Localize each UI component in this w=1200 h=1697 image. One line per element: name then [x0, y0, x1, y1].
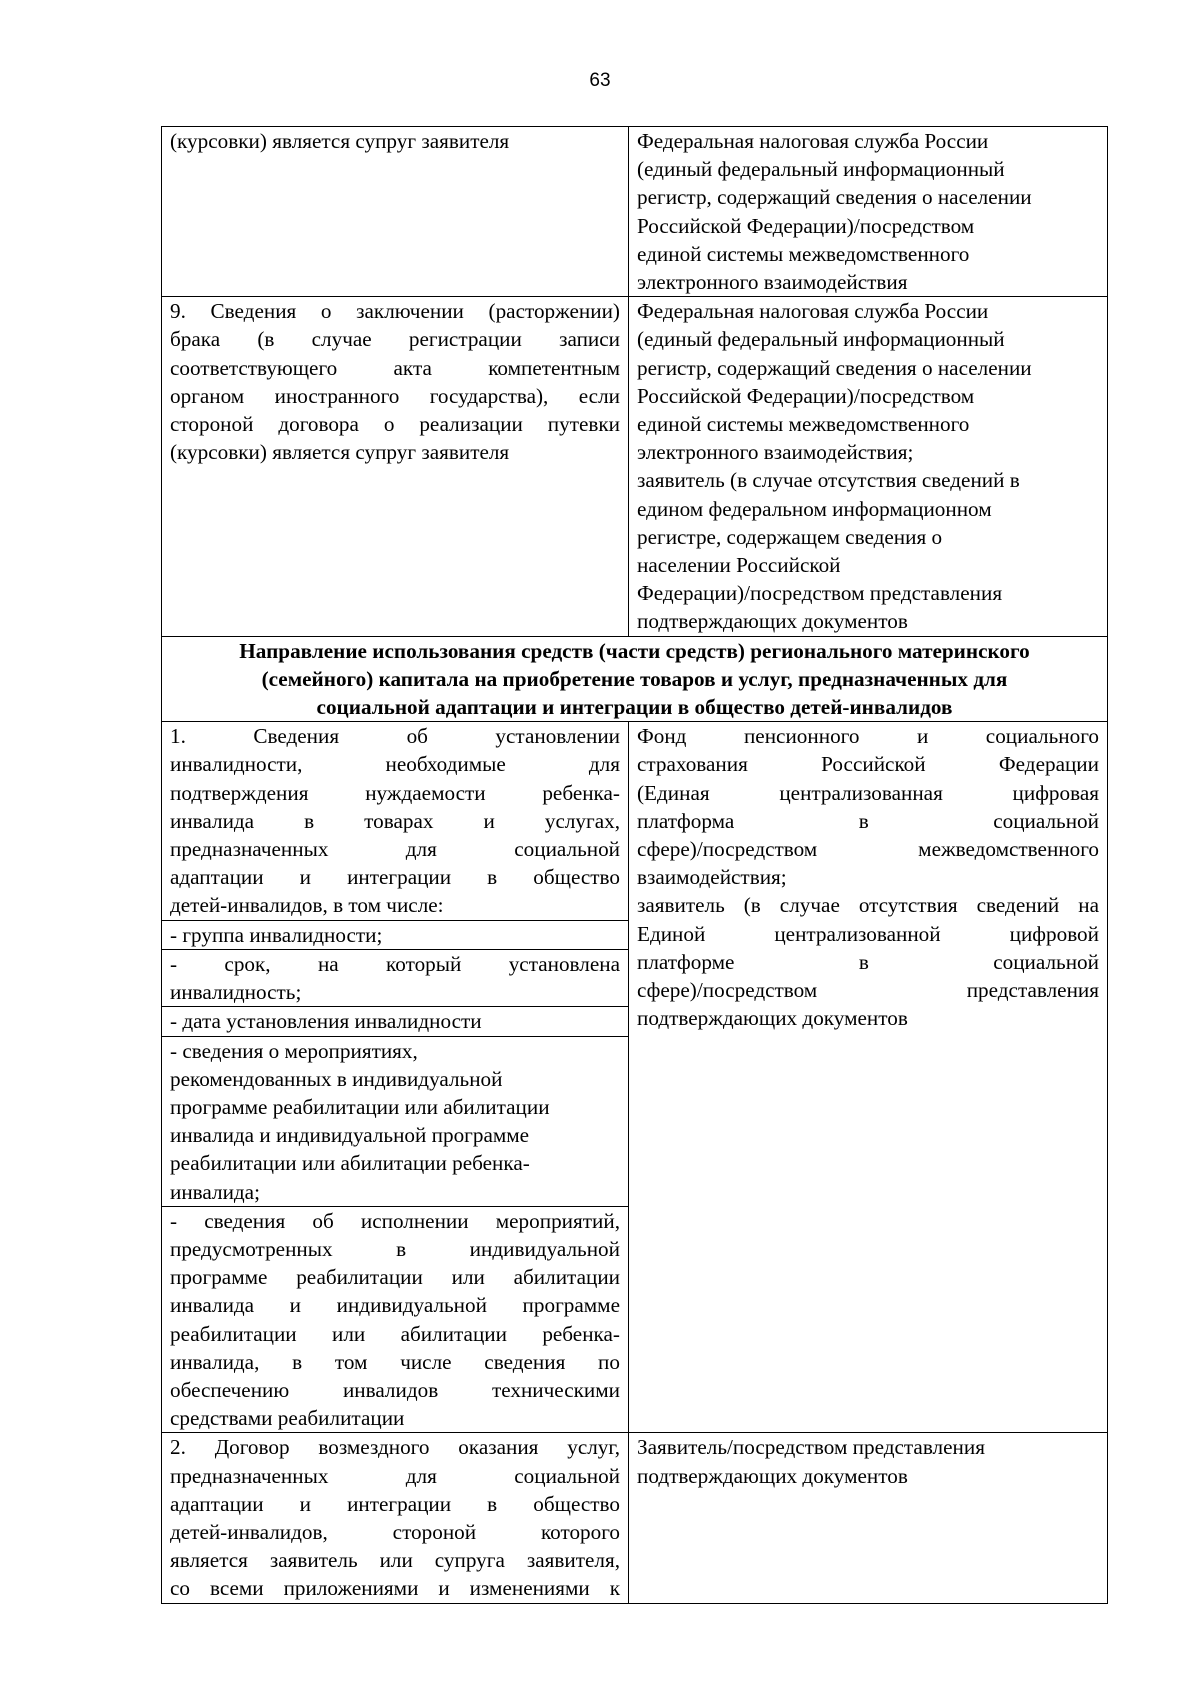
cell-left	[162, 920, 629, 949]
cell-left	[162, 1433, 629, 1603]
text-line: Российской Федерации)/посредством	[637, 383, 975, 408]
text-line: единой системы межведомственного	[637, 241, 970, 266]
text-line: инвалида;	[170, 1179, 260, 1204]
text-line: со всеми приложениями и изменениями к	[170, 1576, 620, 1601]
text-line: сфере)/посредством межведомственного	[637, 837, 1099, 862]
text-line: предусмотренных в индивидуальной	[170, 1236, 620, 1261]
text-line: (курсовки) является супруг заявителя	[170, 129, 510, 153]
heading-line: (семейного) капитала на приобретение товаров и услуг, предназначенных для	[261, 666, 1008, 691]
text-line: 2. Договор возмездного оказания услуг,	[170, 1435, 620, 1460]
text-line: подтверждающих документов	[637, 1006, 908, 1031]
section-heading-row	[162, 636, 1108, 722]
text-line: электронного взаимодействия;	[637, 440, 914, 465]
cell-left	[162, 1036, 629, 1206]
text-line: обеспечению инвалидов техническими	[170, 1377, 620, 1402]
text-line: адаптации и интеграции в общество	[170, 1491, 620, 1516]
cell-right	[629, 722, 1108, 1433]
documents-table	[161, 126, 1108, 1604]
text-line: 1. Сведения об установлении	[170, 724, 620, 749]
text-line: подтверждения нуждаемости ребенка-	[170, 780, 620, 805]
text-line: Российской Федерации)/посредством	[637, 213, 975, 238]
text-line: населении Российской	[637, 553, 841, 578]
text-line: инвалида, в том числе сведения по	[170, 1349, 620, 1374]
text-line: брака (в случае регистрации записи	[170, 327, 620, 352]
text-line: (курсовки) является супруг заявителя	[170, 440, 510, 465]
text-line: является заявитель или супруга заявителя,	[170, 1548, 620, 1573]
text-line: программе реабилитации или абилитации	[170, 1094, 550, 1119]
cell-right	[629, 297, 1108, 636]
text-line: адаптации и интеграции в общество	[170, 865, 620, 890]
text-line: платформе в социальной	[637, 949, 1099, 974]
text-line: подтверждающих документов	[637, 1463, 908, 1488]
text-line: органом иностранного государства), если	[170, 383, 620, 408]
table-row	[162, 1433, 1108, 1603]
text-line: (единый федеральный информационный	[637, 327, 1005, 352]
table-row	[162, 722, 1108, 920]
cell-left	[162, 722, 629, 920]
text-line: Федеральная налоговая служба России	[637, 129, 989, 153]
text-line: заявитель (в случае отсутствия сведений в	[637, 468, 1020, 493]
text-line: регистр, содержащий сведения о населении	[637, 185, 1032, 210]
text-line: реабилитации или абилитации ребенка-	[170, 1151, 530, 1176]
table-row	[162, 297, 1108, 636]
cell-left	[162, 1007, 629, 1036]
text-line: Заявитель/посредством представления	[637, 1435, 985, 1460]
text-line: стороной договора о реализации путевки	[170, 412, 620, 437]
text-line: предназначенных для социальной	[170, 1463, 620, 1488]
text-line: сфере)/посредством представления	[637, 978, 1099, 1003]
text-line: регистре, содержащем сведения о	[637, 524, 943, 549]
heading-line: социальной адаптации и интеграции в общество детей-инвалидов	[316, 695, 953, 720]
text-line: Федерации)/посредством представления	[637, 581, 1003, 606]
text-line: средствами реабилитации	[170, 1406, 405, 1431]
text-line: предназначенных для социальной	[170, 837, 620, 862]
section-heading	[162, 636, 1108, 722]
text-line: инвалида в товарах и услугах,	[170, 808, 620, 833]
text-line: детей-инвалидов, стороной которого	[170, 1519, 620, 1544]
text-line: инвалида и индивидуальной программе	[170, 1123, 530, 1148]
text-line: инвалидность;	[170, 980, 302, 1005]
text-line: едином федеральном информационном	[637, 496, 992, 521]
cell-left	[162, 1206, 629, 1433]
text-line: (единый федеральный информационный	[637, 157, 1005, 182]
text-line: страхования Российской Федерации	[637, 752, 1099, 777]
text-line: взаимодействия;	[637, 865, 787, 890]
text-line: - сведения о мероприятиях,	[170, 1038, 418, 1063]
text-line: соответствующего акта компетентным	[170, 355, 620, 380]
text-line: инвалида и индивидуальной программе	[170, 1293, 620, 1318]
text-line: платформа в социальной	[637, 808, 1099, 833]
text-line: инвалидности, необходимые для	[170, 752, 620, 777]
text-line: - срок, на который установлена	[170, 951, 620, 976]
cell-right	[629, 127, 1108, 297]
text-line: Единой централизованной цифровой	[637, 921, 1099, 946]
page-number: 63	[589, 70, 611, 91]
text-line: - группа инвалидности;	[170, 922, 383, 947]
cell-left	[162, 127, 629, 297]
text-line: 9. Сведения о заключении (расторжении)	[170, 299, 620, 324]
text-line: единой системы межведомственного	[637, 412, 970, 437]
table-row	[162, 127, 1108, 297]
text-line: программе реабилитации или абилитации	[170, 1265, 620, 1290]
text-line: реабилитации или абилитации ребенка-	[170, 1321, 620, 1346]
cell-right	[629, 1433, 1108, 1603]
heading-line: Направление использования средств (части средств) регионального материнского	[239, 638, 1030, 663]
text-line: - дата установления инвалидности	[170, 1009, 482, 1034]
text-line: (Единая централизованная цифровая	[637, 780, 1099, 805]
text-line: заявитель (в случае отсутствия сведений на	[637, 893, 1099, 918]
text-line: электронного взаимодействия	[637, 270, 908, 295]
cell-left	[162, 949, 629, 1006]
text-line: Федеральная налоговая служба России	[637, 299, 989, 324]
text-line: детей-инвалидов, в том числе:	[170, 893, 444, 918]
text-line: рекомендованных в индивидуальной	[170, 1066, 503, 1091]
cell-left	[162, 297, 629, 636]
text-line: регистр, содержащий сведения о населении	[637, 355, 1032, 380]
text-line: подтверждающих документов	[637, 609, 908, 634]
text-line: Фонд пенсионного и социального	[637, 724, 1099, 749]
text-line: - сведения об исполнении мероприятий,	[170, 1208, 620, 1233]
